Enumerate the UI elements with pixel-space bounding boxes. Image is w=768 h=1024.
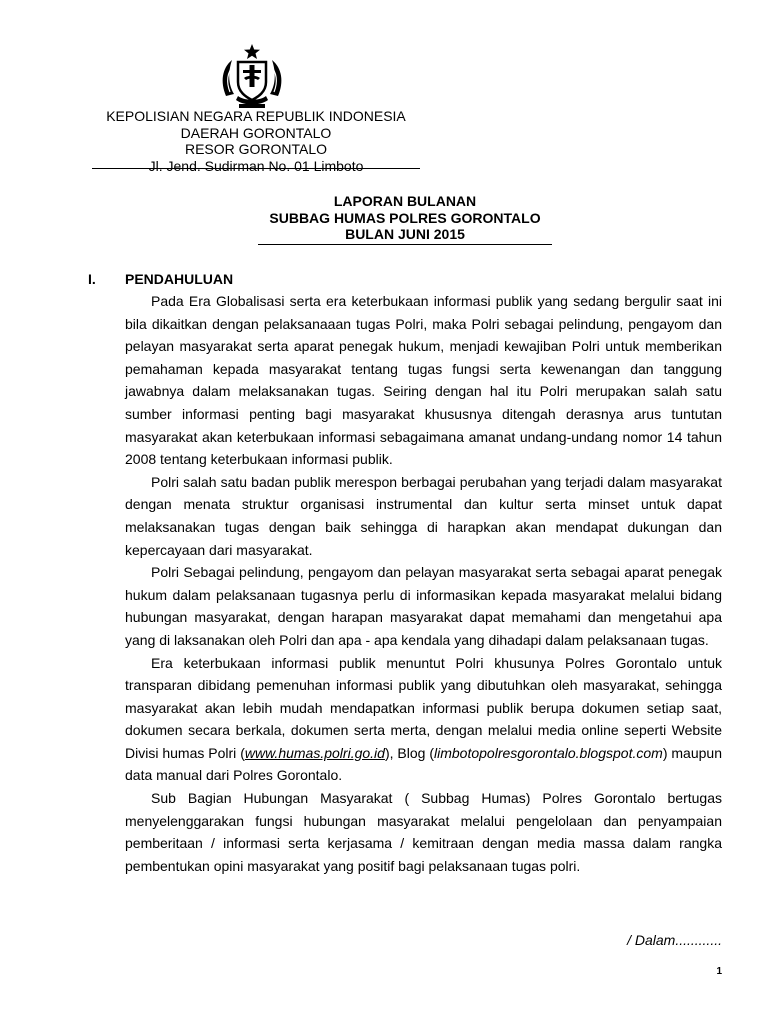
letterhead xyxy=(92,108,420,174)
section-title: PENDAHULUAN xyxy=(125,271,234,287)
section-number: I. xyxy=(88,271,96,287)
resort-name: RESOR GORONTALO xyxy=(184,141,328,157)
report-heading-divider xyxy=(258,244,552,245)
paragraph xyxy=(125,652,722,788)
paragraph: Polri Sebagai pelindung, pengayom dan pelayan masyarakat serta sebagai aparat penegak hukum dalam pelaksanaan tugasnya perlu di informasikan kepada masyarakat melalui bidang hubungan masyarakat, dengan harapan masyarakat dapat memahami dan mengetahui apa yang di laksanakan oleh Polri dan apa - apa kendala yang dihadapi dalam pelaksanaan tugas. xyxy=(125,564,722,648)
blog-address: limbotopolresgorontalo.blogspot.com xyxy=(434,744,663,761)
letterhead-divider xyxy=(92,168,420,169)
paragraph: Sub Bagian Hubungan Masyarakat ( Subbag Humas) Polres Gorontalo bertugas menyelenggarakan fungsi hubungan masyarakat melalui pengelolaan dan penyampaian pemberitaan / informasi serta kerjasama / kemitraan dengan media massa dalam rangka pembentukan opini masyarakat yang positif bagi pelaksanaan tugas polri. xyxy=(125,790,722,874)
paragraph-text: ), Blog ( xyxy=(384,744,434,761)
report-heading xyxy=(258,193,552,243)
report-subtitle: SUBBAG HUMAS POLRES GORONTALO xyxy=(269,209,541,226)
paragraph-text: ) maupun data manual dari Polres Gorontalo. xyxy=(125,744,722,784)
paragraph-text: Era keterbukaan informasi publik menuntut Polri khusunya Polres Gorontalo untuk transparan dibidang pemenuhan informasi publik yang dibutuhkan oleh masyarakat, sehingga masyarakat akan lebih mudah mendapatkan informasi publik berupa dokumen setiap saat, dokumen secara berkala, dokumen serta merta, dengan melalui media online seperti Website Divisi humas Polri ( xyxy=(125,654,722,761)
section-body xyxy=(125,290,722,877)
paragraph: Pada Era Globalisasi serta era keterbukaan informasi publik yang sedang bergulir saat ini bila dikaitkan dengan pelaksanaaan tugas Polri, maka Polri sebagai pelindung, pengayom dan pelayan masyarakat serta aparat penegak hukum, menjadi kewajiban Polri untuk memberikan pemahaman kepada masyarakat tentang tugas fungsi serta kewenangan dan tanggung jawabnya dalam melaksanakan tugas. Seiring dengan hal itu Polri merupakan salah satu sumber informasi penting bagi masyarakat khususnya ditengah derasnya arus tuntutan masyarakat akan keterbukaan informasi sebagaimana amanat undang-undang nomor 14 tahun 2008 tentang keterbukaan informasi publik. xyxy=(125,293,722,468)
region-name: DAERAH GORONTALO xyxy=(180,124,332,141)
address: Jl. Jend. Sudirman No. 01 Limboto xyxy=(148,157,364,174)
continuation-note: / Dalam............ xyxy=(627,932,722,948)
report-period: BULAN JUNI 2015 xyxy=(345,226,465,242)
institution-name: KEPOLISIAN NEGARA REPUBLIK INDONESIA xyxy=(106,108,406,124)
police-emblem-icon xyxy=(216,42,288,112)
page-number: 1 xyxy=(716,966,722,977)
humas-website-link[interactable]: www.humas.polri.go.id xyxy=(244,744,385,761)
paragraph: Polri salah satu badan publik merespon berbagai perubahan yang terjadi dalam masyarakat dengan menata struktur organisasi instrumental dan kultur serta minset untuk dapat melaksanakan tugas dengan baik sehingga di harapkan akan mendapat dukungan dan kepercayaan dari masyarakat. xyxy=(125,473,722,558)
report-title: LAPORAN BULANAN xyxy=(333,193,477,209)
